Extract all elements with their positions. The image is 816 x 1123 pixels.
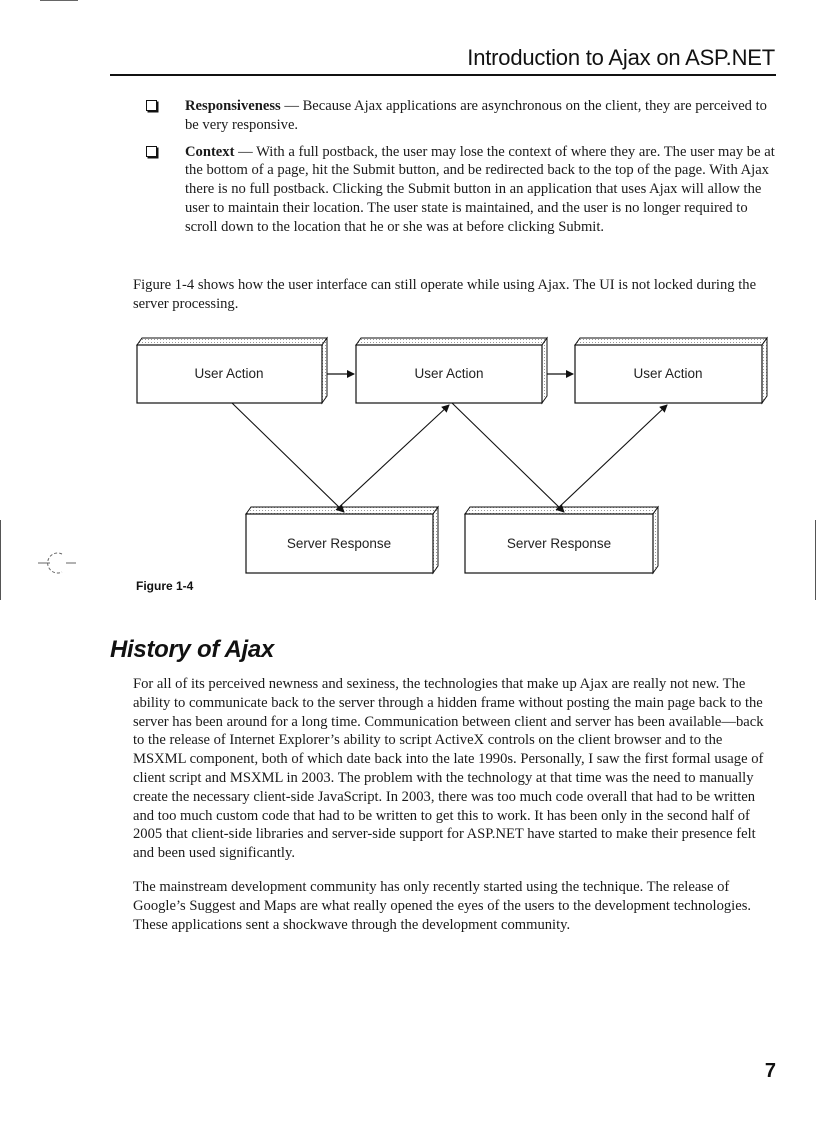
section-heading: History of Ajax <box>110 636 274 663</box>
figure-diagram <box>130 330 780 580</box>
arrow-request-icon <box>452 403 564 512</box>
user-action-box-1 <box>137 338 327 403</box>
user-action-label: User Action <box>414 366 484 381</box>
arrow-response-icon <box>556 405 667 510</box>
figure-label: Figure 1-4 <box>136 579 194 593</box>
bullet-dash: — <box>234 143 257 160</box>
bullet-text: With a full postback, the user may lose the context of where they are. The user may be at the bottom of a page, hit the Submit button, and be redirected back to the top of the page. With Ajax there is no full postback. Clicking the Submit button in an application that uses Ajax will allow the user to maintain their location. The user state is maintained, and the user is no longer required to scroll down to the location that he or she was at before clicking Submit. <box>185 143 775 235</box>
checkbox-bullet-icon <box>146 146 157 157</box>
server-response-box-2 <box>465 507 658 573</box>
bullet-item-responsiveness <box>146 97 776 135</box>
history-paragraph-1: For all of its perceived newness and sexiness, the technologies that make up Ajax are really not new. The ability to communicate back to the server through a hidden frame without posting the main page back to the server has been around for a long time. Communication between client and server has been available—back to the release of Internet Explorer’s ability to script ActiveX controls on the client browser and to the MSXML component, both of which date back into the late 1990s. Personally, I saw the first formal usage of client script and MSXML in 2003. The problem with the technology at that time was the need to manually create the necessary client-side JavaScript. In 2003, there was too much code overall that had to be written and too much custom code that had to be written to get this to work. It has been only in the second half of 2005 that client-side libraries and server-side support for ASP.NET have started to make their presence felt and been used significantly. <box>133 676 764 862</box>
crop-mark-top <box>40 0 78 1</box>
header-rule <box>110 74 776 76</box>
user-action-box-3 <box>575 338 767 403</box>
arrow-request-icon <box>232 403 344 512</box>
user-action-box-2 <box>356 338 547 403</box>
server-response-box-1 <box>246 507 438 573</box>
page-number: 7 <box>764 1060 776 1082</box>
bullet-term: Responsiveness <box>185 98 281 114</box>
user-action-label: User Action <box>633 366 703 381</box>
arrow-response-icon <box>336 405 449 510</box>
bullet-text: Because Ajax applications are asynchronous on the client, they are perceived to be very responsive. <box>185 98 767 133</box>
crop-mark-left <box>0 520 1 600</box>
bullet-list <box>146 97 776 245</box>
bullet-item-context <box>146 143 776 237</box>
registration-mark-icon <box>30 548 80 578</box>
user-action-label: User Action <box>194 366 264 381</box>
server-response-label: Server Response <box>506 536 612 551</box>
running-header-title: Introduction to Ajax on ASP.NET <box>467 45 775 70</box>
bullet-dash: — <box>280 98 303 114</box>
bullet-term: Context <box>185 143 235 160</box>
server-response-label: Server Response <box>286 536 392 551</box>
checkbox-bullet-icon <box>146 100 157 111</box>
intro-paragraph: Figure 1-4 shows how the user interface can still operate while using Ajax. The UI is not locked during the server processing. <box>133 277 757 312</box>
history-paragraph-2: The mainstream development community has only recently started using the technique. The release of Google’s Suggest and Maps are what really opened the eyes of the users to the development technologies. These applications sent a shockwave through the development community. <box>133 879 752 933</box>
